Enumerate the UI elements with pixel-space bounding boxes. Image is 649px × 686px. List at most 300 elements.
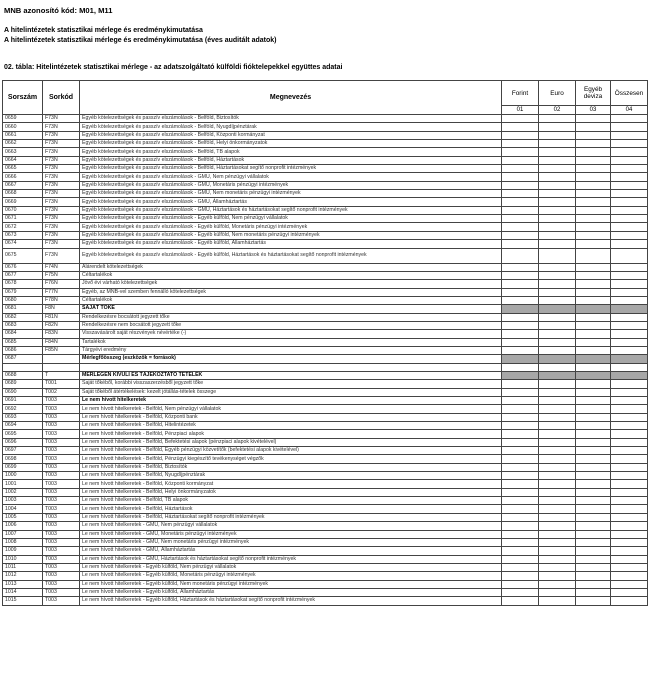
value-cell[interactable] (539, 488, 576, 496)
value-cell[interactable] (539, 580, 576, 588)
value-cell[interactable] (576, 271, 611, 279)
value-cell[interactable] (502, 271, 539, 279)
value-cell[interactable] (576, 438, 611, 446)
table-row (3, 131, 648, 139)
value-cell[interactable] (502, 321, 539, 329)
value-cell[interactable] (539, 397, 576, 405)
value-cell[interactable] (502, 530, 539, 538)
value-cell[interactable] (576, 173, 611, 181)
value-cell[interactable] (611, 248, 648, 263)
value-cell[interactable] (576, 572, 611, 580)
row-code: T003 (43, 530, 80, 538)
value-cell[interactable] (611, 338, 648, 346)
row-number: 0663 (3, 148, 43, 156)
value-cell[interactable] (539, 472, 576, 480)
value-cell[interactable] (576, 355, 611, 363)
value-cell[interactable] (611, 296, 648, 304)
value-cell[interactable] (576, 597, 611, 605)
value-cell[interactable] (576, 263, 611, 271)
row-name: Le nem hívott hitelkeretek - GMU, Monetáris pénzügyi intézmények (80, 530, 502, 538)
value-cell[interactable] (611, 497, 648, 505)
value-cell[interactable] (502, 338, 539, 346)
row-code: T003 (43, 588, 80, 596)
value-cell[interactable] (611, 190, 648, 198)
value-cell[interactable] (539, 131, 576, 139)
value-cell[interactable] (611, 530, 648, 538)
row-code: F8N (43, 305, 80, 313)
table-row (3, 530, 648, 538)
value-cell[interactable] (576, 522, 611, 530)
value-cell[interactable] (539, 288, 576, 296)
row-code: F73N (43, 131, 80, 139)
value-cell[interactable] (576, 313, 611, 321)
table-row (3, 371, 648, 379)
row-number: 0685 (3, 338, 43, 346)
value-cell[interactable] (611, 280, 648, 288)
row-name: Egyéb kötelezettségek és passzív elszámolások - Egyéb külföld, Háztartások és háztartásokat segítő nonprofit intézmények (80, 248, 502, 263)
value-cell[interactable] (611, 488, 648, 496)
value-cell[interactable] (576, 497, 611, 505)
value-cell[interactable] (502, 463, 539, 471)
value-cell[interactable] (502, 438, 539, 446)
row-number: 0671 (3, 215, 43, 223)
row-name: Le nem hívott hitelkeretek - Belföld, Központi bank (80, 413, 502, 421)
row-code: F73N (43, 156, 80, 164)
value-cell[interactable] (539, 438, 576, 446)
value-cell[interactable] (539, 597, 576, 605)
value-cell[interactable] (502, 355, 539, 363)
value-cell[interactable] (502, 430, 539, 438)
value-cell[interactable] (611, 413, 648, 421)
value-cell[interactable] (502, 280, 539, 288)
value-cell[interactable] (539, 296, 576, 304)
value-cell[interactable] (539, 263, 576, 271)
value-cell[interactable] (611, 555, 648, 563)
value-cell[interactable] (611, 131, 648, 139)
row-code: T003 (43, 413, 80, 421)
value-cell[interactable] (502, 288, 539, 296)
value-cell[interactable] (576, 248, 611, 263)
table-row (3, 206, 648, 214)
row-number: 0698 (3, 455, 43, 463)
value-cell[interactable] (502, 223, 539, 231)
value-cell[interactable] (611, 240, 648, 248)
value-cell[interactable] (502, 215, 539, 223)
table-row (3, 190, 648, 198)
value-cell[interactable] (611, 597, 648, 605)
value-cell[interactable] (611, 223, 648, 231)
row-code: T003 (43, 513, 80, 521)
row-name: Le nem hívott hitelkeretek - Egyéb külföld, Államháztartás (80, 588, 502, 596)
value-cell[interactable] (539, 321, 576, 329)
value-cell[interactable] (611, 181, 648, 189)
value-cell[interactable] (576, 472, 611, 480)
row-number: 0692 (3, 405, 43, 413)
value-cell[interactable] (576, 148, 611, 156)
value-cell[interactable] (502, 388, 539, 396)
value-cell[interactable] (502, 380, 539, 388)
value-cell[interactable] (576, 305, 611, 313)
value-cell[interactable] (502, 140, 539, 148)
value-cell[interactable] (611, 346, 648, 354)
value-cell[interactable] (576, 405, 611, 413)
value-cell[interactable] (539, 271, 576, 279)
value-cell[interactable] (539, 422, 576, 430)
value-cell[interactable] (539, 505, 576, 513)
value-cell[interactable] (539, 572, 576, 580)
col-number-osszesen: 04 (611, 106, 648, 115)
value-cell[interactable] (502, 248, 539, 263)
value-cell[interactable] (611, 173, 648, 181)
value-cell[interactable] (539, 388, 576, 396)
value-cell[interactable] (576, 363, 611, 371)
value-cell[interactable] (539, 447, 576, 455)
value-cell[interactable] (502, 505, 539, 513)
value-cell[interactable] (502, 572, 539, 580)
value-cell[interactable] (539, 240, 576, 248)
table-row (3, 455, 648, 463)
value-cell[interactable] (502, 198, 539, 206)
value-cell[interactable] (539, 338, 576, 346)
row-code: T003 (43, 497, 80, 505)
value-cell[interactable] (539, 530, 576, 538)
value-cell[interactable] (539, 190, 576, 198)
value-cell[interactable] (502, 190, 539, 198)
value-cell[interactable] (539, 156, 576, 164)
value-cell[interactable] (539, 123, 576, 131)
value-cell[interactable] (502, 131, 539, 139)
value-cell[interactable] (576, 338, 611, 346)
value-cell[interactable] (576, 380, 611, 388)
value-cell[interactable] (611, 305, 648, 313)
value-cell[interactable] (502, 488, 539, 496)
value-cell[interactable] (502, 296, 539, 304)
value-cell[interactable] (576, 190, 611, 198)
row-number: 0683 (3, 321, 43, 329)
value-cell[interactable] (611, 263, 648, 271)
value-cell[interactable] (576, 563, 611, 571)
row-code: F73N (43, 123, 80, 131)
value-cell[interactable] (611, 463, 648, 471)
value-cell[interactable] (539, 380, 576, 388)
row-number: 0680 (3, 296, 43, 304)
value-cell[interactable] (576, 388, 611, 396)
value-cell[interactable] (502, 231, 539, 239)
value-cell[interactable] (576, 588, 611, 596)
value-cell[interactable] (502, 413, 539, 421)
value-cell[interactable] (576, 140, 611, 148)
value-cell[interactable] (611, 447, 648, 455)
value-cell[interactable] (502, 305, 539, 313)
value-cell[interactable] (502, 447, 539, 455)
value-cell[interactable] (576, 505, 611, 513)
value-cell[interactable] (539, 305, 576, 313)
value-cell[interactable] (539, 413, 576, 421)
value-cell[interactable] (576, 555, 611, 563)
value-cell[interactable] (539, 215, 576, 223)
value-cell[interactable] (576, 447, 611, 455)
value-cell[interactable] (611, 430, 648, 438)
row-code: T003 (43, 430, 80, 438)
value-cell[interactable] (539, 280, 576, 288)
value-cell[interactable] (539, 497, 576, 505)
value-cell[interactable] (539, 563, 576, 571)
row-code: F73N (43, 206, 80, 214)
value-cell[interactable] (502, 455, 539, 463)
value-cell[interactable] (539, 248, 576, 263)
value-cell[interactable] (611, 588, 648, 596)
row-name: Egyéb kötelezettségek és passzív elszámolások - GMU, Háztartások és háztartásokat segítő nonprofit intézmények (80, 206, 502, 214)
row-code: T003 (43, 563, 80, 571)
value-cell[interactable] (539, 115, 576, 123)
row-code: F73N (43, 240, 80, 248)
value-cell[interactable] (502, 123, 539, 131)
value-cell[interactable] (611, 206, 648, 214)
value-cell[interactable] (611, 313, 648, 321)
value-cell[interactable] (611, 513, 648, 521)
value-cell[interactable] (539, 148, 576, 156)
value-cell[interactable] (539, 198, 576, 206)
value-cell[interactable] (576, 580, 611, 588)
col-header-megnevezes: Megnevezés (80, 81, 502, 115)
value-cell[interactable] (576, 346, 611, 354)
value-cell[interactable] (502, 313, 539, 321)
value-cell[interactable] (539, 547, 576, 555)
row-number: 0677 (3, 271, 43, 279)
value-cell[interactable] (611, 165, 648, 173)
value-cell[interactable] (539, 355, 576, 363)
table-row (3, 447, 648, 455)
row-name: Rendelkezésre bocsátott jegyzett tőke (80, 313, 502, 321)
value-cell[interactable] (576, 397, 611, 405)
value-cell[interactable] (576, 371, 611, 379)
value-cell[interactable] (576, 430, 611, 438)
value-cell[interactable] (539, 173, 576, 181)
value-cell[interactable] (611, 580, 648, 588)
row-name: Le nem hívott hitelkeretek - Belföld, Pénzpiaci alapok (80, 430, 502, 438)
value-cell[interactable] (576, 156, 611, 164)
value-cell[interactable] (576, 206, 611, 214)
table-row (3, 522, 648, 530)
value-cell[interactable] (539, 363, 576, 371)
row-name: Egyéb kötelezettségek és passzív elszámolások - GMU, Monetáris pénzügyi intézmények (80, 181, 502, 189)
value-cell[interactable] (611, 397, 648, 405)
value-cell[interactable] (539, 513, 576, 521)
value-cell[interactable] (576, 530, 611, 538)
value-cell[interactable] (502, 363, 539, 371)
value-cell[interactable] (611, 215, 648, 223)
value-cell[interactable] (576, 240, 611, 248)
value-cell[interactable] (576, 463, 611, 471)
value-cell[interactable] (539, 555, 576, 563)
value-cell[interactable] (539, 165, 576, 173)
value-cell[interactable] (611, 148, 648, 156)
value-cell[interactable] (611, 422, 648, 430)
row-number: 1002 (3, 488, 43, 496)
value-cell[interactable] (502, 397, 539, 405)
value-cell[interactable] (611, 288, 648, 296)
table-row (3, 321, 648, 329)
value-cell[interactable] (611, 198, 648, 206)
value-cell[interactable] (576, 231, 611, 239)
row-number: 0688 (3, 371, 43, 379)
value-cell[interactable] (502, 148, 539, 156)
value-cell[interactable] (611, 455, 648, 463)
value-cell[interactable] (611, 505, 648, 513)
value-cell[interactable] (539, 206, 576, 214)
value-cell[interactable] (502, 580, 539, 588)
row-name: Egyéb kötelezettségek és passzív elszámolások - Belföld, Központi kormányzat (80, 131, 502, 139)
row-number: 0684 (3, 330, 43, 338)
value-cell[interactable] (502, 263, 539, 271)
value-cell[interactable] (539, 480, 576, 488)
row-code: F73N (43, 223, 80, 231)
value-cell[interactable] (611, 547, 648, 555)
value-cell[interactable] (502, 547, 539, 555)
value-cell[interactable] (539, 455, 576, 463)
value-cell[interactable] (539, 463, 576, 471)
row-name: Le nem hívott hitelkeretek - Belföld, Nem pénzügyi vállalatok (80, 405, 502, 413)
value-cell[interactable] (502, 240, 539, 248)
value-cell[interactable] (539, 313, 576, 321)
value-cell[interactable] (576, 422, 611, 430)
value-cell[interactable] (576, 547, 611, 555)
value-cell[interactable] (502, 165, 539, 173)
row-code: F73N (43, 140, 80, 148)
row-number: 0681 (3, 305, 43, 313)
table-row (3, 547, 648, 555)
row-code: F83N (43, 330, 80, 338)
value-cell[interactable] (502, 206, 539, 214)
value-cell[interactable] (576, 488, 611, 496)
value-cell[interactable] (611, 355, 648, 363)
value-cell[interactable] (576, 165, 611, 173)
value-cell[interactable] (539, 430, 576, 438)
row-code: F73N (43, 248, 80, 263)
value-cell[interactable] (576, 198, 611, 206)
value-cell[interactable] (502, 173, 539, 181)
value-cell[interactable] (502, 115, 539, 123)
table-row (3, 572, 648, 580)
value-cell[interactable] (502, 588, 539, 596)
value-cell[interactable] (611, 231, 648, 239)
value-cell[interactable] (576, 480, 611, 488)
value-cell[interactable] (539, 522, 576, 530)
value-cell[interactable] (576, 455, 611, 463)
value-cell[interactable] (611, 330, 648, 338)
row-code: F73N (43, 198, 80, 206)
value-cell[interactable] (611, 380, 648, 388)
value-cell[interactable] (502, 330, 539, 338)
value-cell[interactable] (611, 472, 648, 480)
value-cell[interactable] (576, 413, 611, 421)
value-cell[interactable] (539, 405, 576, 413)
value-cell[interactable] (576, 115, 611, 123)
table-body (3, 115, 648, 606)
row-number: 0667 (3, 181, 43, 189)
value-cell[interactable] (576, 215, 611, 223)
value-cell[interactable] (576, 330, 611, 338)
row-number: 0694 (3, 422, 43, 430)
value-cell[interactable] (611, 140, 648, 148)
row-name: Le nem hívott hitelkeretek - Egyéb külföld, Nem monetáris pénzügyi intézmények (80, 580, 502, 588)
value-cell[interactable] (539, 538, 576, 546)
value-cell[interactable] (611, 563, 648, 571)
value-cell[interactable] (576, 513, 611, 521)
value-cell[interactable] (576, 181, 611, 189)
value-cell[interactable] (611, 371, 648, 379)
table-title: 02. tábla: Hitelintézetek statisztikai mérlege - az adatszolgáltató külföldi fióktelepekkel együttes adatai (4, 64, 343, 71)
value-cell[interactable] (539, 588, 576, 596)
value-cell[interactable] (611, 115, 648, 123)
value-cell[interactable] (611, 388, 648, 396)
row-number: 0695 (3, 430, 43, 438)
value-cell[interactable] (611, 538, 648, 546)
value-cell[interactable] (611, 522, 648, 530)
row-code: F74N (43, 263, 80, 271)
value-cell[interactable] (611, 321, 648, 329)
value-cell[interactable] (539, 223, 576, 231)
value-cell[interactable] (502, 346, 539, 354)
value-cell[interactable] (611, 156, 648, 164)
value-cell[interactable] (539, 231, 576, 239)
value-cell[interactable] (502, 472, 539, 480)
value-cell[interactable] (502, 563, 539, 571)
value-cell[interactable] (502, 181, 539, 189)
value-cell[interactable] (576, 321, 611, 329)
value-cell[interactable] (502, 422, 539, 430)
value-cell[interactable] (576, 296, 611, 304)
table-row (3, 231, 648, 239)
value-cell[interactable] (576, 288, 611, 296)
value-cell[interactable] (502, 513, 539, 521)
value-cell[interactable] (576, 131, 611, 139)
value-cell[interactable] (576, 280, 611, 288)
value-cell[interactable] (502, 522, 539, 530)
row-name: Jövő évi várható kötelezettségek (80, 280, 502, 288)
value-cell[interactable] (611, 480, 648, 488)
value-cell[interactable] (611, 123, 648, 131)
value-cell[interactable] (502, 371, 539, 379)
value-cell[interactable] (539, 330, 576, 338)
col-header-egyeb-deviza: Egyéb deviza (576, 81, 611, 106)
table-row (3, 555, 648, 563)
value-cell[interactable] (502, 497, 539, 505)
value-cell[interactable] (539, 371, 576, 379)
value-cell[interactable] (611, 572, 648, 580)
value-cell[interactable] (502, 405, 539, 413)
value-cell[interactable] (611, 363, 648, 371)
row-name: Egyéb kötelezettségek és passzív elszámolások - Belföld, Háztartásokat segítő nonprofit intézmények (80, 165, 502, 173)
value-cell[interactable] (539, 346, 576, 354)
value-cell[interactable] (502, 538, 539, 546)
row-name: Le nem hívott hitelkeretek - Belföld, Központi kormányzat (80, 480, 502, 488)
value-cell[interactable] (576, 538, 611, 546)
value-cell[interactable] (502, 156, 539, 164)
value-cell[interactable] (611, 405, 648, 413)
value-cell[interactable] (539, 140, 576, 148)
value-cell[interactable] (502, 480, 539, 488)
table-row (3, 263, 648, 271)
value-cell[interactable] (611, 271, 648, 279)
value-cell[interactable] (576, 123, 611, 131)
value-cell[interactable] (576, 223, 611, 231)
table-row (3, 140, 648, 148)
value-cell[interactable] (502, 597, 539, 605)
value-cell[interactable] (502, 555, 539, 563)
value-cell[interactable] (611, 438, 648, 446)
value-cell[interactable] (539, 181, 576, 189)
